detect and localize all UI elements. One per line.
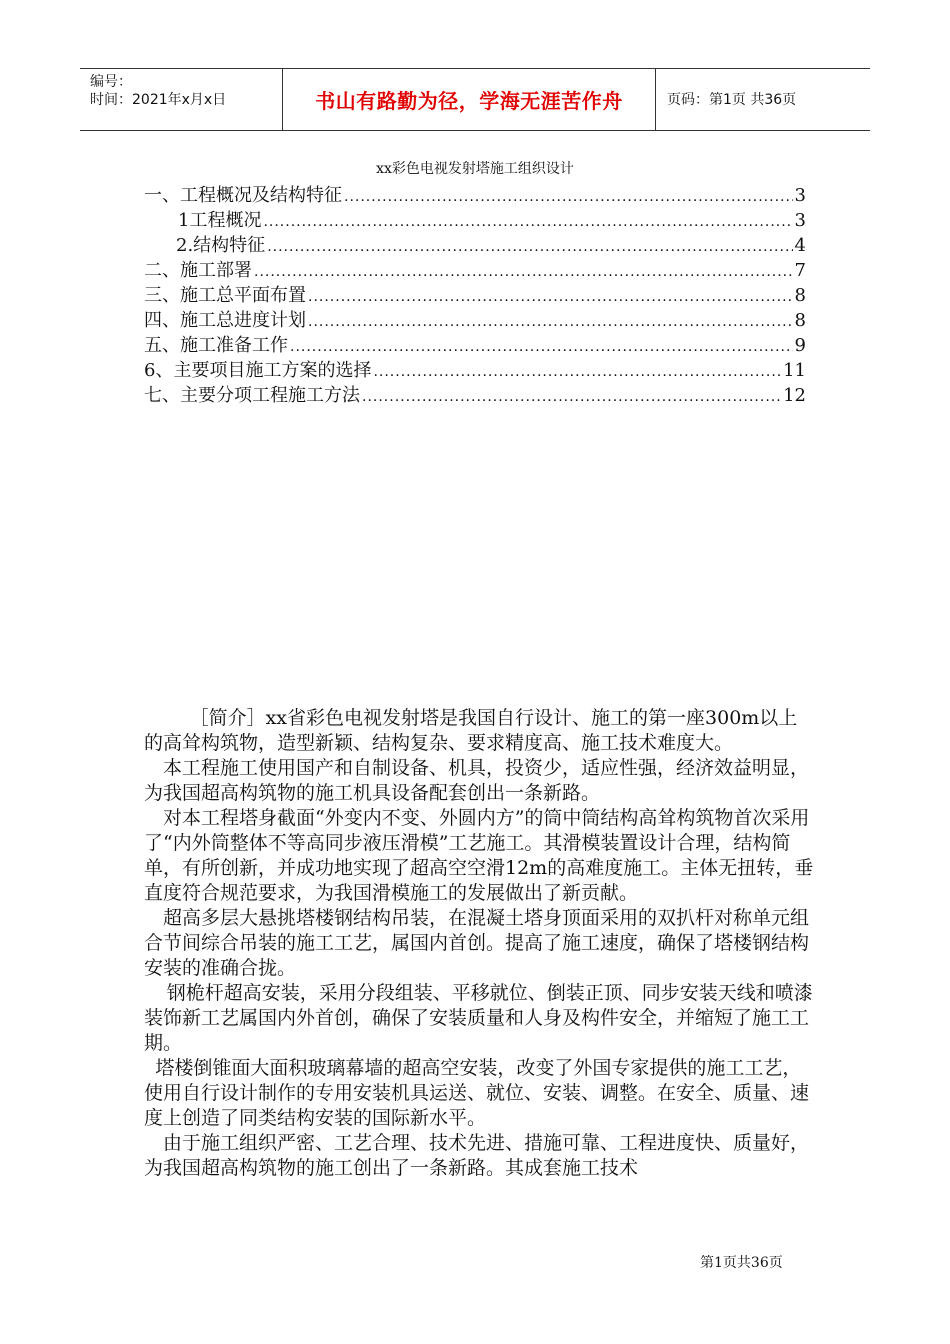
toc-entry-label: 1工程概况 xyxy=(178,210,262,231)
toc-entry[interactable] xyxy=(144,333,806,358)
toc-dot-leader xyxy=(308,310,793,335)
time-label: 时间：2021年x月x日 xyxy=(90,92,227,108)
toc-entry[interactable] xyxy=(144,308,806,333)
toc-entry[interactable] xyxy=(144,258,806,283)
toc-entry-label: 6、主要项目施工方案的选择 xyxy=(144,360,372,381)
toc-entry[interactable] xyxy=(144,208,806,233)
body-paragraph: 本工程施工使用国产和自制设备、机具，投资少，适应性强，经济效益明显，为我国超高构筑物的施工机具设备配套创出一条新路。 xyxy=(144,757,810,804)
body-paragraph: 塔楼倒锥面大面积玻璃幕墙的超高空安装，改变了外国专家提供的施工工艺，使用自行设计制作的专用安装机具运送、就位、安装、调整。在安全、质量、速度上创造了同类结构安装的国际新水平。 xyxy=(144,1057,810,1129)
header-page-info: 页码：第1页 共36页 xyxy=(667,92,797,108)
body-paragraph: 钢桅杆超高安装，采用分段组装、平移就位、倒装正顶、同步安装天线和喷漆装饰新工艺属国内外首创，确保了安装质量和人身及构件安全，并缩短了施工工期。 xyxy=(144,982,813,1054)
toc-dot-leader xyxy=(344,185,793,210)
toc-page-number: 9 xyxy=(794,335,806,356)
toc-dot-leader xyxy=(290,335,793,360)
body-text xyxy=(144,706,814,1181)
toc-entry-label: 二、施工部署 xyxy=(144,260,252,281)
toc-entry[interactable] xyxy=(144,383,806,408)
document-title: xx彩色电视发射塔施工组织设计 xyxy=(376,161,574,177)
body-paragraph: 对本工程塔身截面“外变内不变、外圆内方”的筒中筒结构高耸构筑物首次采用了“内外筒整体不等高同步液压滑模”工艺施工。其滑模装置设计合理，结构简单，有所创新，并成功地实现了超高空空滑12m的高难度施工。主体无扭转，垂直度符合规范要求，为我国滑模施工的发展做出了新贡献。 xyxy=(144,807,814,904)
body-paragraph: 超高多层大悬挑塔楼钢结构吊装，在混凝土塔身顶面采用的双扒杆对称单元组合节间综合吊装的施工工艺，属国内首创。提高了施工速度，确保了塔楼钢结构安装的准确合拢。 xyxy=(144,907,810,979)
toc-page-number: 8 xyxy=(794,285,806,306)
toc-entry-label: 七、主要分项工程施工方法 xyxy=(144,385,360,406)
body-paragraph: 由于施工组织严密、工艺合理、技术先进、措施可靠、工程进度快、质量好，为我国超高构筑物的施工创出了一条新路。其成套施工技术 xyxy=(144,1132,810,1179)
toc-entry-label: 五、施工准备工作 xyxy=(144,335,288,356)
toc-entry[interactable] xyxy=(144,283,806,308)
toc-page-number: 3 xyxy=(794,185,806,206)
toc-dot-leader xyxy=(362,385,781,410)
toc-page-number: 7 xyxy=(794,260,806,281)
toc-dot-leader xyxy=(254,260,793,285)
number-label: 编号： xyxy=(90,74,132,90)
page-footer: 第1页共36页 xyxy=(700,1255,783,1271)
toc-entry-label: 一、工程概况及结构特征 xyxy=(144,185,342,206)
toc-entry-label: 三、施工总平面布置 xyxy=(144,285,306,306)
page-header xyxy=(80,68,870,131)
header-right-cell xyxy=(655,69,870,130)
body-paragraph: ［简介］xx省彩色电视发射塔是我国自行设计、施工的第一座300m以上的高耸构筑物，造型新颖、结构复杂、要求精度高、施工技术难度大。 xyxy=(144,707,798,754)
header-motto-cell xyxy=(282,69,656,130)
toc-dot-leader xyxy=(267,235,792,260)
toc-entry[interactable] xyxy=(144,183,806,208)
header-motto: 书山有路勤为径，学海无涯苦作舟 xyxy=(315,89,623,113)
toc-entry[interactable] xyxy=(144,358,806,383)
toc-entry-label: 2.结构特征 xyxy=(176,235,266,256)
toc-dot-leader xyxy=(308,285,793,310)
toc-page-number: 11 xyxy=(783,360,806,381)
toc-dot-leader xyxy=(263,210,792,235)
toc-dot-leader xyxy=(373,360,781,385)
toc-page-number: 3 xyxy=(794,210,806,231)
header-left-cell xyxy=(80,69,282,130)
toc-page-number: 8 xyxy=(794,310,806,331)
toc-page-number: 12 xyxy=(783,385,806,406)
toc-page-number: 4 xyxy=(794,235,806,256)
toc-entry-label: 四、施工总进度计划 xyxy=(144,310,306,331)
toc-entry[interactable] xyxy=(144,233,806,258)
table-of-contents xyxy=(144,183,806,408)
